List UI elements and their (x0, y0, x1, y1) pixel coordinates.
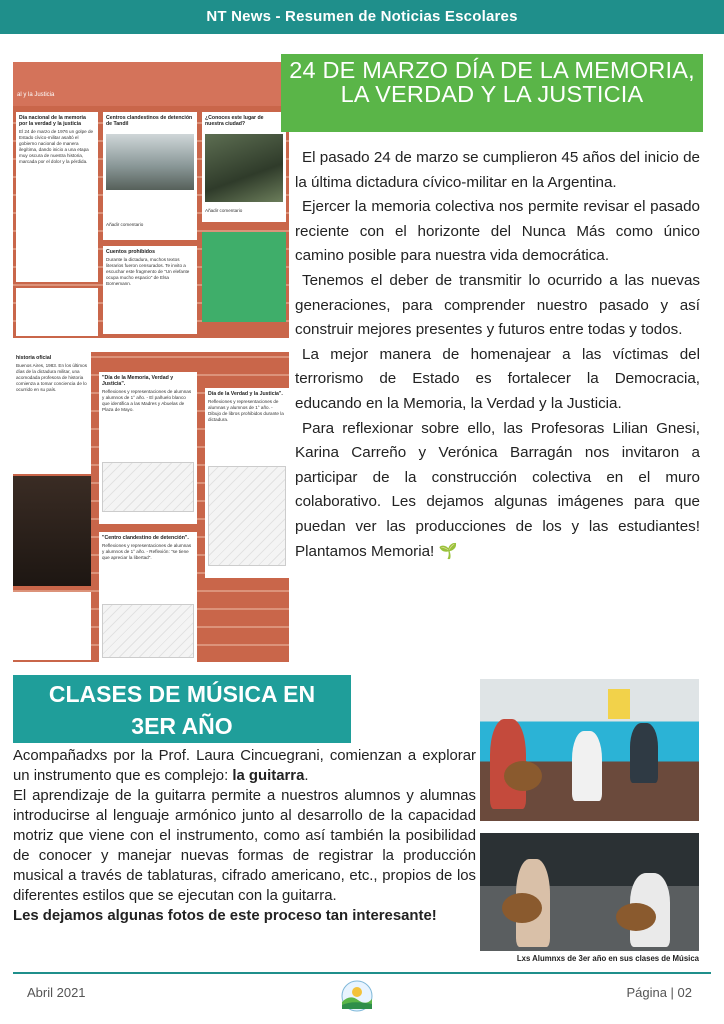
student-drawing (102, 604, 194, 658)
guitar (504, 761, 542, 791)
article-paragraph: La mejor manera de homenajear a las víctimas del terrorismo de Estado es fortalecer la Democracia, educando en la Memoria, la Verdad y la Justicia. (295, 345, 700, 412)
article-body-memoria (295, 146, 700, 564)
school-logo-icon (338, 980, 376, 1012)
article-title-musica (13, 675, 351, 743)
newsletter-header: NT News - Resumen de Noticias Escolares (0, 0, 724, 34)
student-drawing (102, 462, 194, 512)
wall-poster (608, 689, 630, 719)
padlet-board-title: al y la Justicia (13, 62, 289, 106)
guitar (502, 893, 542, 923)
photo-caption: Lxs Alumnxs de 3er año en sus clases de Música (516, 954, 699, 963)
article-paragraph: Para reflexionar sobre ello, las Profesoras Lilian Gnesi, Karina Carreño y Verónica Barragán nos invitaron a participar de la construcción colectiva en el muro colaborativo. Les dejamos algunas imágenes para que puedan ver las producciones de los y las estudiantes! Plantamos Memoria! 🌱 (295, 419, 700, 560)
card-text: Reflexiones y representaciones de alumnas y alumnos de 1° año. - Reflexión: "se tiene que apreciar la libertad". (102, 543, 192, 560)
title-line: CLASES DE MÚSICA EN (48, 681, 316, 707)
guitar (616, 903, 656, 931)
padlet-board-2 (13, 352, 289, 662)
card-title: Día nacional de la memoria por la verdad y la justicia (19, 115, 86, 127)
film-poster (13, 476, 91, 586)
card-text: Durante la dictadura, muchos textos literarios fueron censurados. Te invito a escuchar este fragmento de "Un elefante ocupa mucho espacio" de Elsa Bornemann. (106, 257, 190, 286)
padlet-collage (13, 62, 289, 662)
student-drawing (208, 466, 286, 566)
card-title: Día de la Verdad y la Justicia". (208, 391, 283, 397)
student-figure (572, 731, 602, 801)
memorial-photo (106, 134, 194, 190)
card-comment: Añadir comentario (205, 208, 243, 213)
text-span: . (304, 768, 309, 784)
footer-divider (13, 972, 711, 974)
card-title: historia oficial (16, 355, 52, 361)
card-title: "Día de la Memoria, Verdad y Justicia". (102, 375, 174, 387)
footer-page-number: Página | 02 (626, 985, 692, 1000)
bold-text: la guitarra (232, 768, 305, 784)
guitar-class-photo-1 (480, 679, 699, 821)
padlet-card (205, 388, 289, 578)
padlet-board-1 (13, 62, 289, 338)
card-title: ¿Conoces este lugar de nuestra ciudad? (205, 115, 264, 127)
padlet-card (13, 592, 91, 660)
padlet-card (99, 372, 197, 524)
footer-date: Abril 2021 (27, 985, 86, 1000)
student-figure (630, 723, 658, 783)
forest-photo (205, 134, 283, 202)
article-paragraph: Tenemos el deber de transmitir lo ocurrido a las nuevas generaciones, para comprender nuestro pasado y así construir mejores presentes y futuros entre todas y todos. (295, 271, 700, 339)
title-line: 3ER AÑO (131, 713, 233, 739)
card-text: El 24 de marzo de 1976 un golpe de Estado cívico-militar asaltó el gobierno nacional de manera ilegítima, dando inicio a una etapa muy oscura de nuestra historia, marcada por el dolor y la pérdida. (19, 129, 94, 164)
article-paragraph (13, 746, 476, 786)
green-poster (202, 232, 286, 322)
padlet-card (16, 288, 98, 336)
article-paragraph (13, 906, 476, 926)
padlet-card (103, 112, 197, 240)
card-text: Buenos Aires, 1983. En los últimos días de la dictadura militar, una acomodada profesora de historia comienza a tomar conciencia de lo ocurrido en su país. (16, 363, 87, 392)
article-paragraph: El pasado 24 de marzo se cumplieron 45 años del inicio de la última dictadura cívico-militar en la Argentina. (295, 149, 700, 191)
article-paragraph: Ejercer la memoria colectiva nos permite revisar el pasado reciente con el horizonte del Nunca Más como único camino posible para nuestra vida democrática. (295, 198, 700, 265)
padlet-card (202, 112, 286, 222)
guitar-class-photo-2 (480, 833, 699, 951)
padlet-card (103, 246, 197, 334)
article-body-musica (13, 746, 476, 926)
card-text: Reflexiones y representaciones de alumnas y alumnos de 1° año. - El pañuelo blanco que identifica a las Madres y Abuelas de Plaza de Mayo. (102, 389, 192, 412)
card-comment: Añadir comentario (106, 222, 144, 227)
padlet-card (99, 532, 197, 662)
padlet-card (16, 112, 98, 282)
text-span: Acompañadxs por la Prof. Laura Cincuegrani, comienzan a explorar un instrumento que es complejo: (13, 748, 476, 784)
card-text: Reflexiones y representaciones de alumnas y alumnos de 1° año. - Dibujo de libros prohibidos durante la dictadura. (208, 399, 284, 422)
article-paragraph: El aprendizaje de la guitarra permite a nuestros alumnos y alumnas introducirse al lenguaje armónico junto al desarrollo de la capacidad motriz que viene con el instrumento, como así también la posibilidad de conocer y manejar nuevas formas de registrar la producción musical a través de tablaturas, cifrado americano, etc., propios de los diferentes estilos que se ejecutan con la guitarra. (13, 788, 476, 904)
padlet-card (13, 352, 91, 474)
card-title: "Centro clandestino de detención". (102, 535, 189, 541)
card-title: Cuentos prohibidos (106, 249, 155, 255)
card-title: Centros clandestinos de detención de Tandil (106, 115, 193, 127)
article-title-memoria: 24 DE MARZO DÍA DE LA MEMORIA, LA VERDAD Y LA JUSTICIA (281, 54, 703, 132)
bold-text: Les dejamos algunas fotos de este proceso tan interesante! (13, 908, 437, 924)
